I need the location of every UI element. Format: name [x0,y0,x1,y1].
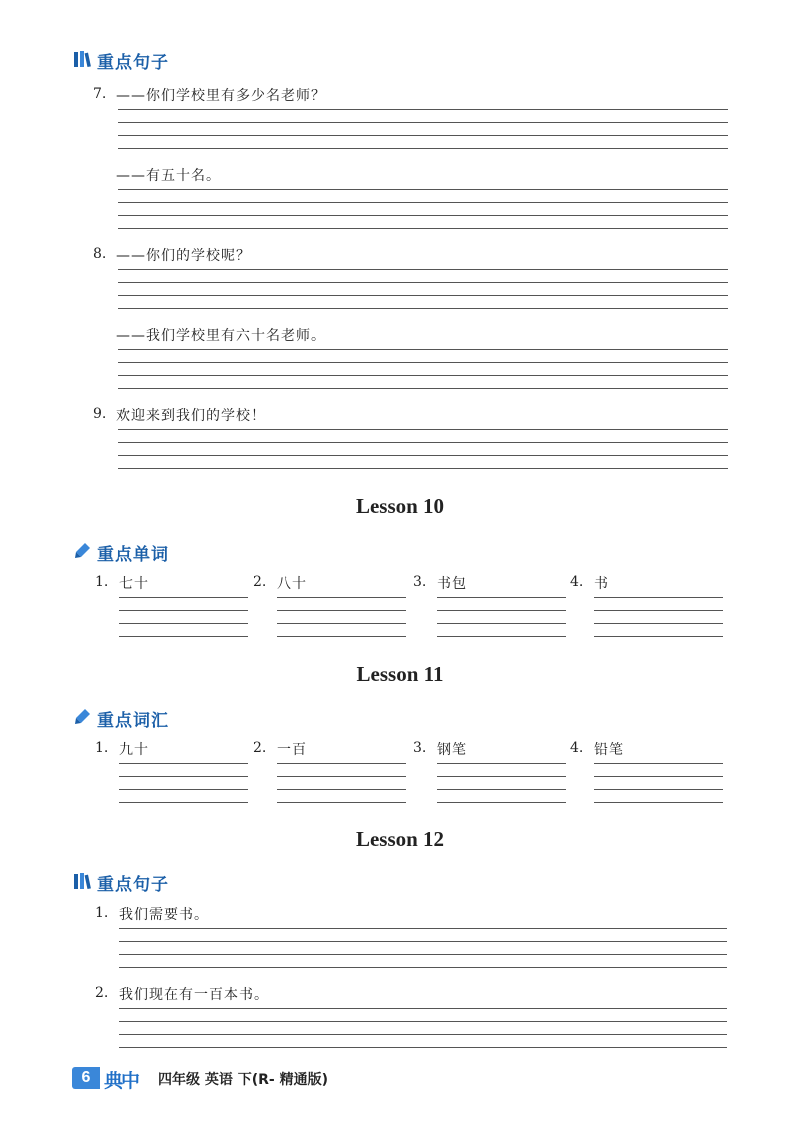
writing-line [594,763,723,764]
word-number: 2. [253,574,267,590]
books-icon [73,50,93,68]
writing-line [118,295,728,296]
word-text: 书包 [437,576,467,592]
lesson-title: Lesson 12 [355,827,445,851]
writing-line [437,789,566,790]
answer-text: ——有五十名。 [116,168,221,184]
question-number: 9. [93,406,107,422]
writing-line [594,597,723,598]
question-text: 我们需要书。 [119,907,209,923]
word-number: 4. [570,574,584,590]
writing-line [119,1047,727,1048]
writing-line [119,941,727,942]
writing-line [118,269,728,270]
word-text: 铅笔 [594,742,624,758]
writing-line [277,623,406,624]
writing-line [437,763,566,764]
pencil-icon [73,706,93,726]
writing-line [119,967,727,968]
writing-line [118,468,728,469]
writing-line [119,1021,727,1022]
writing-line [118,202,728,203]
word-text: 七十 [119,576,149,592]
writing-line [118,148,728,149]
writing-line [119,928,727,929]
word-text: 一百 [277,742,307,758]
question-number: 8. [93,246,107,262]
question-text: ——你们学校里有多少名老师？ [116,88,326,104]
writing-line [594,623,723,624]
section-heading-key-words [73,540,213,565]
writing-line [118,349,728,350]
word-text: 八十 [277,576,307,592]
section-heading-label: 重点单词 [97,545,169,565]
word-number: 3. [413,574,427,590]
writing-line [594,789,723,790]
writing-line [119,1034,727,1035]
lesson-title: Lesson 11 [356,662,444,686]
word-number: 3. [413,740,427,756]
writing-line [594,636,723,637]
writing-line [277,636,406,637]
writing-line [118,215,728,216]
writing-line [119,763,248,764]
writing-line [437,610,566,611]
book-title: 四年级 英语 下(R- 精通版) [158,1072,329,1088]
writing-line [277,763,406,764]
section-heading-label: 重点句子 [97,53,169,73]
question-number: 2. [95,985,109,1001]
writing-line [118,388,728,389]
writing-line [118,308,728,309]
word-text: 书 [594,576,609,592]
writing-line [277,789,406,790]
writing-line [119,597,248,598]
question-number: 1. [95,905,109,921]
writing-line [118,429,728,430]
word-number: 4. [570,740,584,756]
writing-line [437,597,566,598]
section-heading-key-vocabulary [73,706,213,731]
writing-line [594,610,723,611]
writing-line [118,228,728,229]
writing-line [119,1008,727,1009]
lesson-title: Lesson 10 [355,494,445,518]
writing-line [119,636,248,637]
question-text: 欢迎来到我们的学校！ [116,408,266,424]
writing-line [118,442,728,443]
writing-line [118,122,728,123]
writing-line [119,802,248,803]
writing-line [119,776,248,777]
books-icon [73,872,93,890]
writing-line [594,776,723,777]
writing-line [119,610,248,611]
writing-line [118,135,728,136]
writing-line [277,802,406,803]
word-number: 1. [95,740,109,756]
section-heading-label: 重点句子 [97,875,169,895]
pencil-icon [73,540,93,560]
writing-line [118,189,728,190]
writing-line [119,954,727,955]
writing-line [118,282,728,283]
writing-line [119,623,248,624]
word-text: 钢笔 [437,742,467,758]
writing-line [118,109,728,110]
writing-line [119,789,248,790]
writing-line [277,610,406,611]
answer-text: ——我们学校里有六十名老师。 [116,328,326,344]
question-text: ——你们的学校呢？ [116,248,251,264]
writing-line [594,802,723,803]
brand-logo: 典中 [104,1070,139,1092]
question-number: 7. [93,86,107,102]
word-text: 九十 [119,742,149,758]
writing-line [118,455,728,456]
writing-line [118,362,728,363]
word-number: 2. [253,740,267,756]
page-number-badge: 6 [72,1067,100,1089]
section-heading-key-sentences [73,48,213,73]
writing-line [437,802,566,803]
writing-line [437,636,566,637]
section-heading-key-sentences [73,870,213,895]
writing-line [118,375,728,376]
writing-line [277,597,406,598]
writing-line [277,776,406,777]
word-number: 1. [95,574,109,590]
writing-line [437,623,566,624]
writing-line [437,776,566,777]
question-text: 我们现在有一百本书。 [119,987,269,1003]
section-heading-label: 重点词汇 [97,711,169,731]
